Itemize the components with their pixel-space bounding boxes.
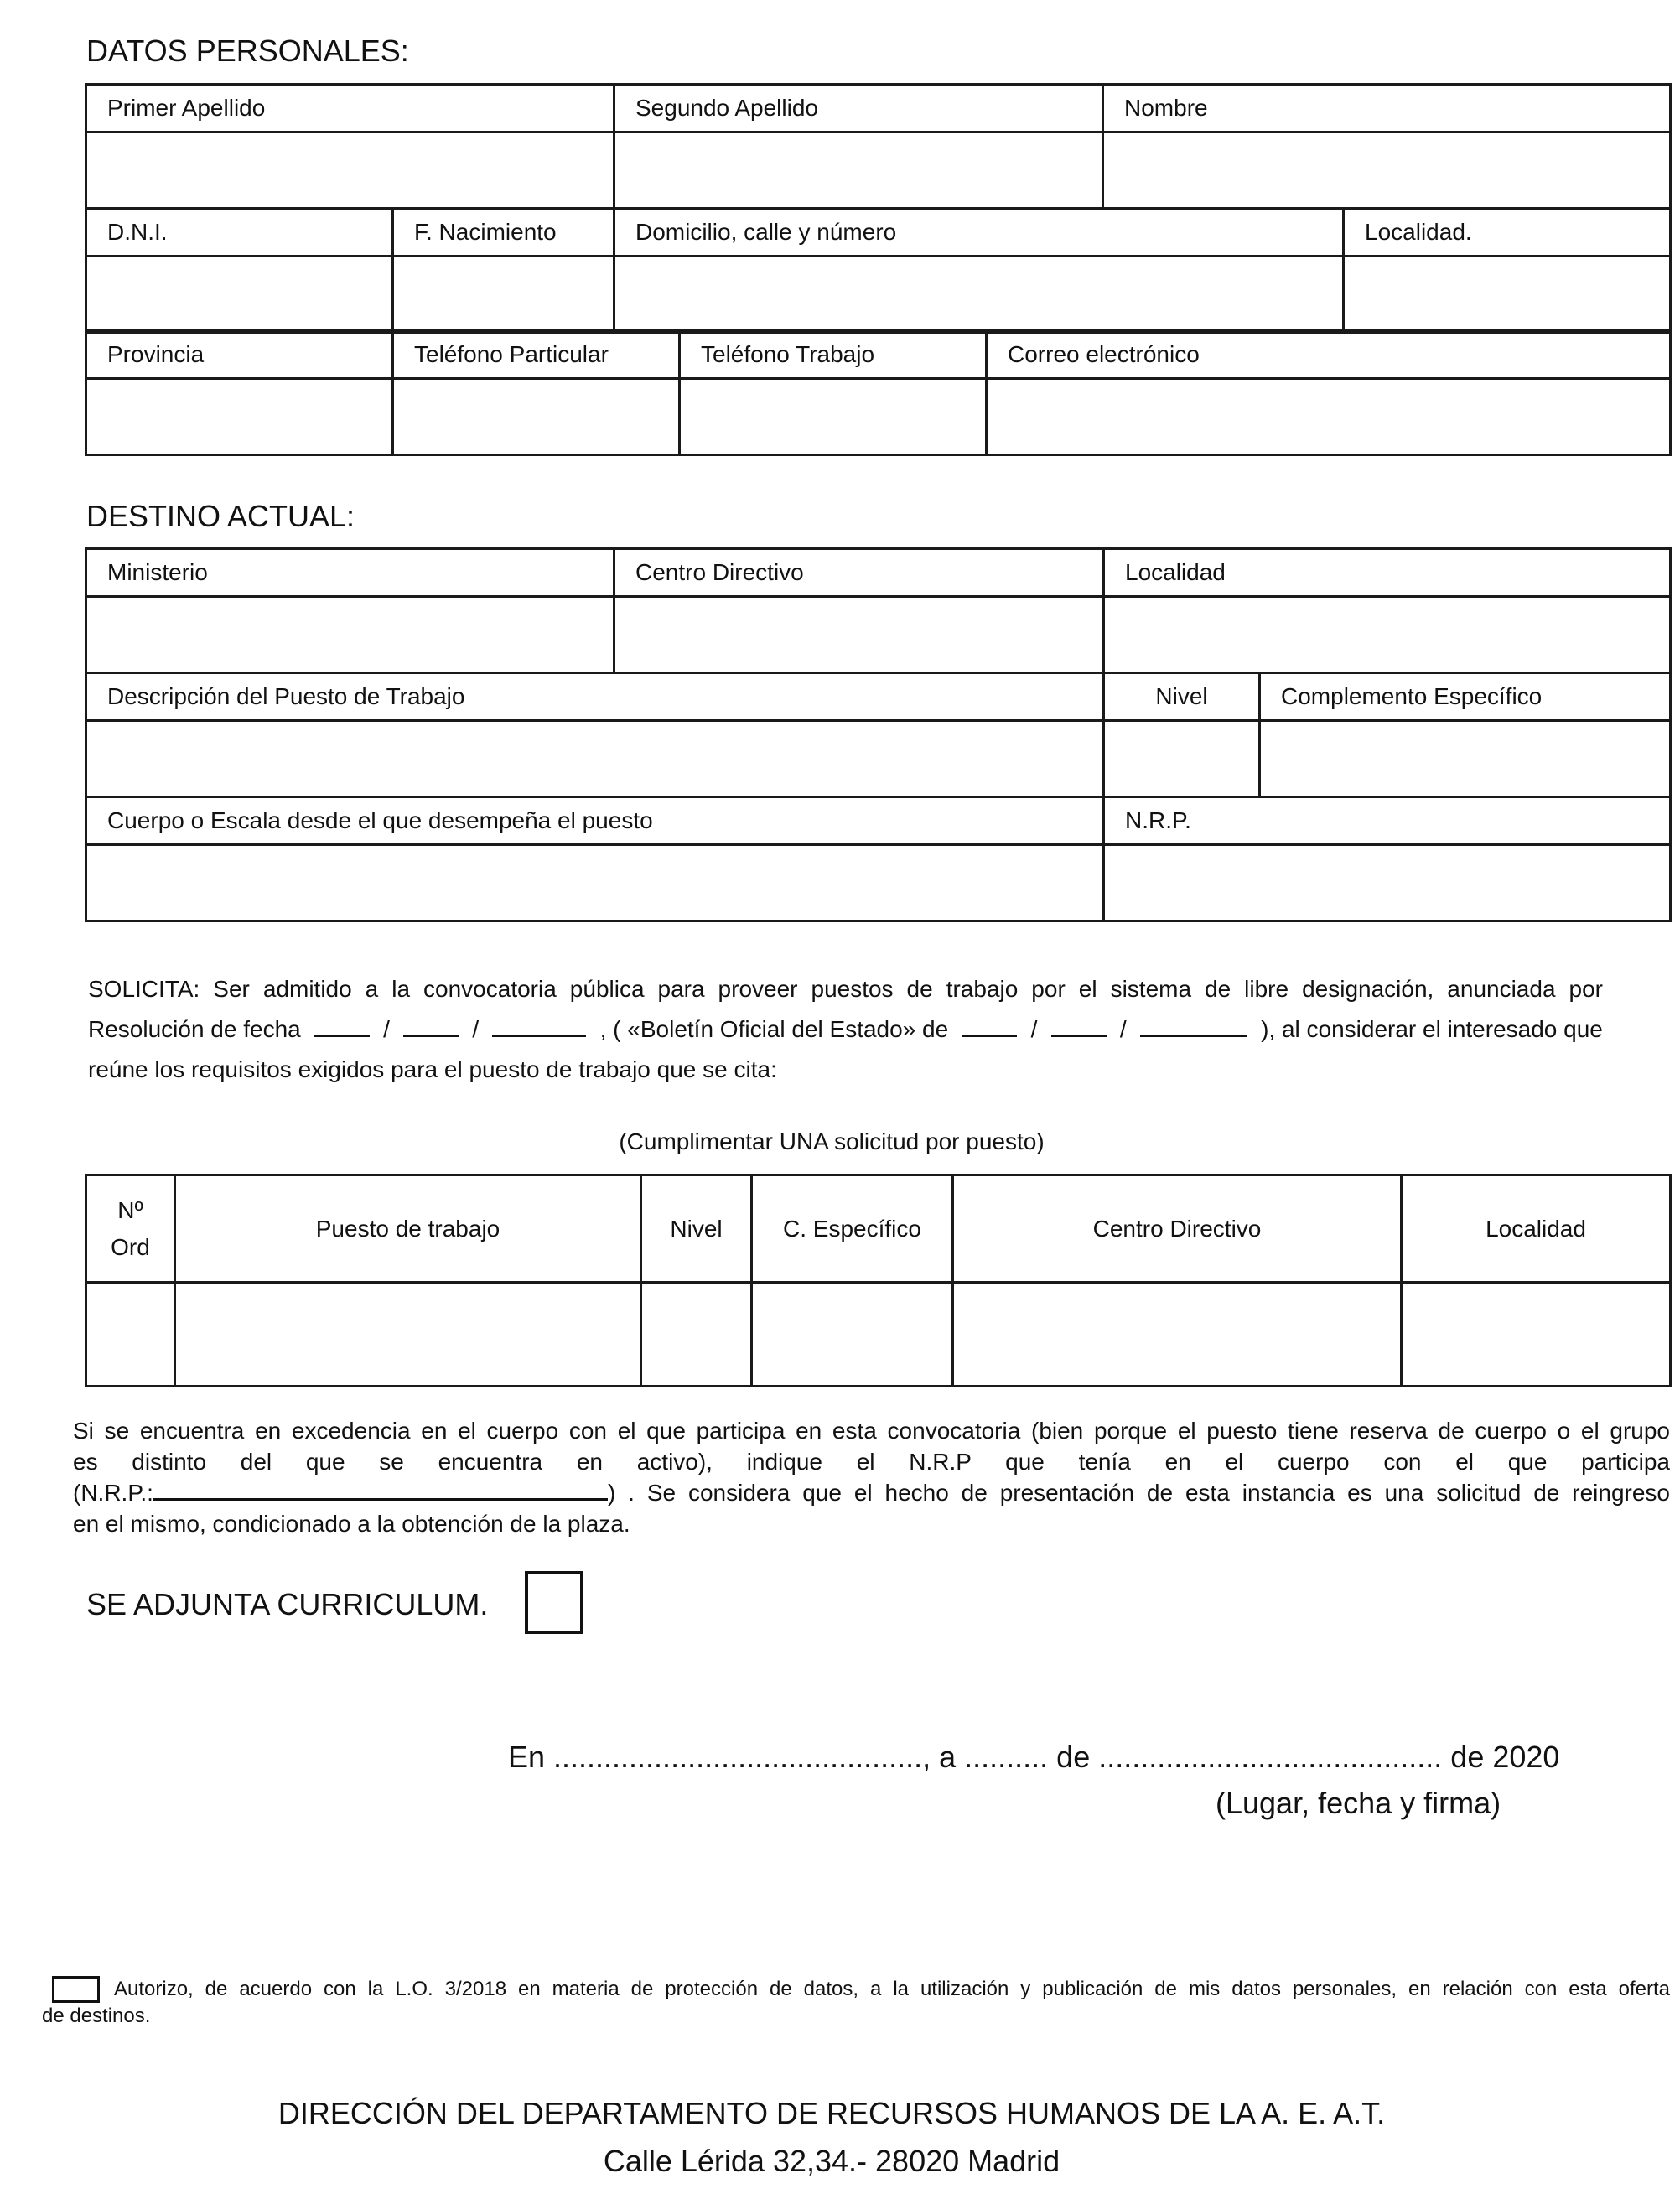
puestos-table	[85, 1174, 1672, 1387]
firma-caption: (Lugar, fecha y firma)	[1216, 1786, 1501, 1820]
field-descripcion-puesto[interactable]	[86, 721, 1104, 797]
field-correo[interactable]	[987, 379, 1671, 455]
label-descripcion-puesto: Descripción del Puesto de Trabajo	[86, 673, 1104, 721]
col-numero-orden	[86, 1175, 175, 1283]
footer-direccion: DIRECCIÓN DEL DEPARTAMENTO DE RECURSOS HUMANOS DE LA A. E. A.T.	[277, 2096, 1386, 2130]
label-dni: D.N.I.	[86, 209, 393, 257]
field-nrp[interactable]	[1104, 845, 1671, 921]
col-puesto-trabajo: Puesto de trabajo	[175, 1175, 641, 1283]
solicita-line-1: SOLICITA: Ser admitido a la convocatoria pública para proveer puestos de trabajo por el sistema de libre designación, anunciada por	[88, 976, 1603, 1002]
destino-heading: DESTINO ACTUAL:	[86, 499, 355, 533]
label-centro-directivo: Centro Directivo	[614, 549, 1104, 597]
solicita-resolucion-label: Resolución de fecha	[88, 1016, 301, 1042]
col-numero-label: Nº	[117, 1196, 143, 1223]
firma-line: En ............................................, a .......... de ......................................... de 2020	[508, 1740, 1560, 1774]
field-domicilio[interactable]	[614, 257, 1344, 333]
field-puesto-c-especifico[interactable]	[752, 1283, 953, 1387]
label-telefono-particular: Teléfono Particular	[393, 331, 680, 379]
excedencia-line-2: es distinto del que se encuentra en activo), indique el N.R.P que tenía en el cuerpo con el que participa	[73, 1449, 1670, 1475]
personal-contact-table	[85, 329, 1672, 456]
label-nivel: Nivel	[1104, 673, 1260, 721]
field-localidad[interactable]	[1344, 257, 1671, 333]
solicita-interesado-label: ), al considerar el interesado que	[1261, 1016, 1603, 1042]
resolucion-day-field[interactable]	[314, 1016, 370, 1037]
field-provincia[interactable]	[86, 379, 393, 455]
slash: /	[472, 1016, 480, 1042]
col-nivel: Nivel	[641, 1175, 752, 1283]
col-centro-directivo: Centro Directivo	[953, 1175, 1402, 1283]
col-orden-label: Ord	[111, 1233, 150, 1260]
autorizo-paragraph	[42, 1976, 1670, 2030]
boe-day-field[interactable]	[962, 1016, 1017, 1037]
field-puesto-centro-directivo[interactable]	[953, 1283, 1402, 1387]
field-puesto-localidad[interactable]	[1402, 1283, 1671, 1387]
label-complemento-especifico: Complemento Específico	[1260, 673, 1671, 721]
label-telefono-trabajo: Teléfono Trabajo	[680, 331, 987, 379]
solicita-boe-label: , ( «Boletín Oficial del Estado» de	[599, 1016, 949, 1042]
slash: /	[1119, 1016, 1127, 1042]
field-centro-directivo[interactable]	[614, 597, 1104, 673]
autorizo-line-2: de destinos.	[42, 2005, 151, 2027]
excedencia-line-4: en el mismo, condicionado a la obtención de la plaza.	[73, 1511, 630, 1537]
field-segundo-apellido[interactable]	[614, 132, 1103, 209]
label-nrp: N.R.P.	[1104, 797, 1671, 845]
solicita-paragraph	[88, 969, 1603, 1090]
field-dni[interactable]	[86, 257, 393, 333]
personal-data-table	[85, 83, 1672, 334]
label-ministerio: Ministerio	[86, 549, 614, 597]
label-localidad-destino: Localidad	[1104, 549, 1671, 597]
boe-month-field[interactable]	[1051, 1016, 1107, 1037]
solicita-line-3: reúne los requisitos exigidos para el puesto de trabajo que se cita:	[88, 1056, 777, 1082]
field-puesto-trabajo[interactable]	[175, 1283, 641, 1387]
slash: /	[383, 1016, 390, 1042]
personal-heading: DATOS PERSONALES:	[86, 34, 409, 68]
col-localidad: Localidad	[1402, 1175, 1671, 1283]
label-fecha-nacimiento: F. Nacimiento	[393, 209, 614, 257]
label-nombre: Nombre	[1103, 85, 1671, 132]
field-nombre[interactable]	[1103, 132, 1671, 209]
field-complemento-especifico[interactable]	[1260, 721, 1671, 797]
excedencia-nrp-label: (N.R.P.:	[73, 1480, 153, 1506]
field-nivel[interactable]	[1104, 721, 1260, 797]
label-domicilio: Domicilio, calle y número	[614, 209, 1344, 257]
field-telefono-particular[interactable]	[393, 379, 680, 455]
slash: /	[1030, 1016, 1038, 1042]
autorizo-line-1: Autorizo, de acuerdo con la L.O. 3/2018 en materia de protección de datos, a la utilización y publicación de mis datos personales, en relación con esta oferta	[114, 1978, 1670, 2000]
field-telefono-trabajo[interactable]	[680, 379, 987, 455]
excedencia-nrp-field[interactable]	[153, 1480, 608, 1501]
field-localidad-destino[interactable]	[1104, 597, 1671, 673]
excedencia-paragraph	[73, 1415, 1670, 1539]
resolucion-month-field[interactable]	[403, 1016, 459, 1037]
label-correo: Correo electrónico	[987, 331, 1671, 379]
excedencia-line-1: Si se encuentra en excedencia en el cuerpo con el que participa en esta convocatoria (bien porque el puesto tiene reserva de cuerpo o el grupo	[73, 1418, 1670, 1444]
boe-year-field[interactable]	[1140, 1016, 1247, 1037]
field-ministerio[interactable]	[86, 597, 614, 673]
field-fecha-nacimiento[interactable]	[393, 257, 614, 333]
footer-address: Calle Lérida 32,34.- 28020 Madrid	[603, 2144, 1060, 2178]
excedencia-reingreso-text: ) . Se considera que el hecho de presentación de esta instancia es una solicitud de reingreso	[607, 1480, 1670, 1506]
curriculum-checkbox[interactable]	[525, 1571, 583, 1634]
solicita-line-2	[88, 1009, 1603, 1050]
label-segundo-apellido: Segundo Apellido	[614, 85, 1103, 132]
label-cuerpo-escala: Cuerpo o Escala desde el que desempeña el puesto	[86, 797, 1104, 845]
resolucion-year-field[interactable]	[492, 1016, 586, 1037]
label-primer-apellido: Primer Apellido	[86, 85, 614, 132]
field-puesto-nivel[interactable]	[641, 1283, 752, 1387]
col-c-especifico: C. Específico	[752, 1175, 953, 1283]
field-primer-apellido[interactable]	[86, 132, 614, 209]
excedencia-line-3	[73, 1477, 1670, 1508]
puestos-note: (Cumplimentar UNA solicitud por puesto)	[619, 1128, 1045, 1154]
field-cuerpo-escala[interactable]	[86, 845, 1104, 921]
label-provincia: Provincia	[86, 331, 393, 379]
destino-table	[85, 547, 1672, 922]
curriculum-label: SE ADJUNTA CURRICULUM.	[86, 1587, 489, 1621]
label-localidad: Localidad.	[1344, 209, 1671, 257]
field-numero-orden[interactable]	[86, 1283, 175, 1387]
